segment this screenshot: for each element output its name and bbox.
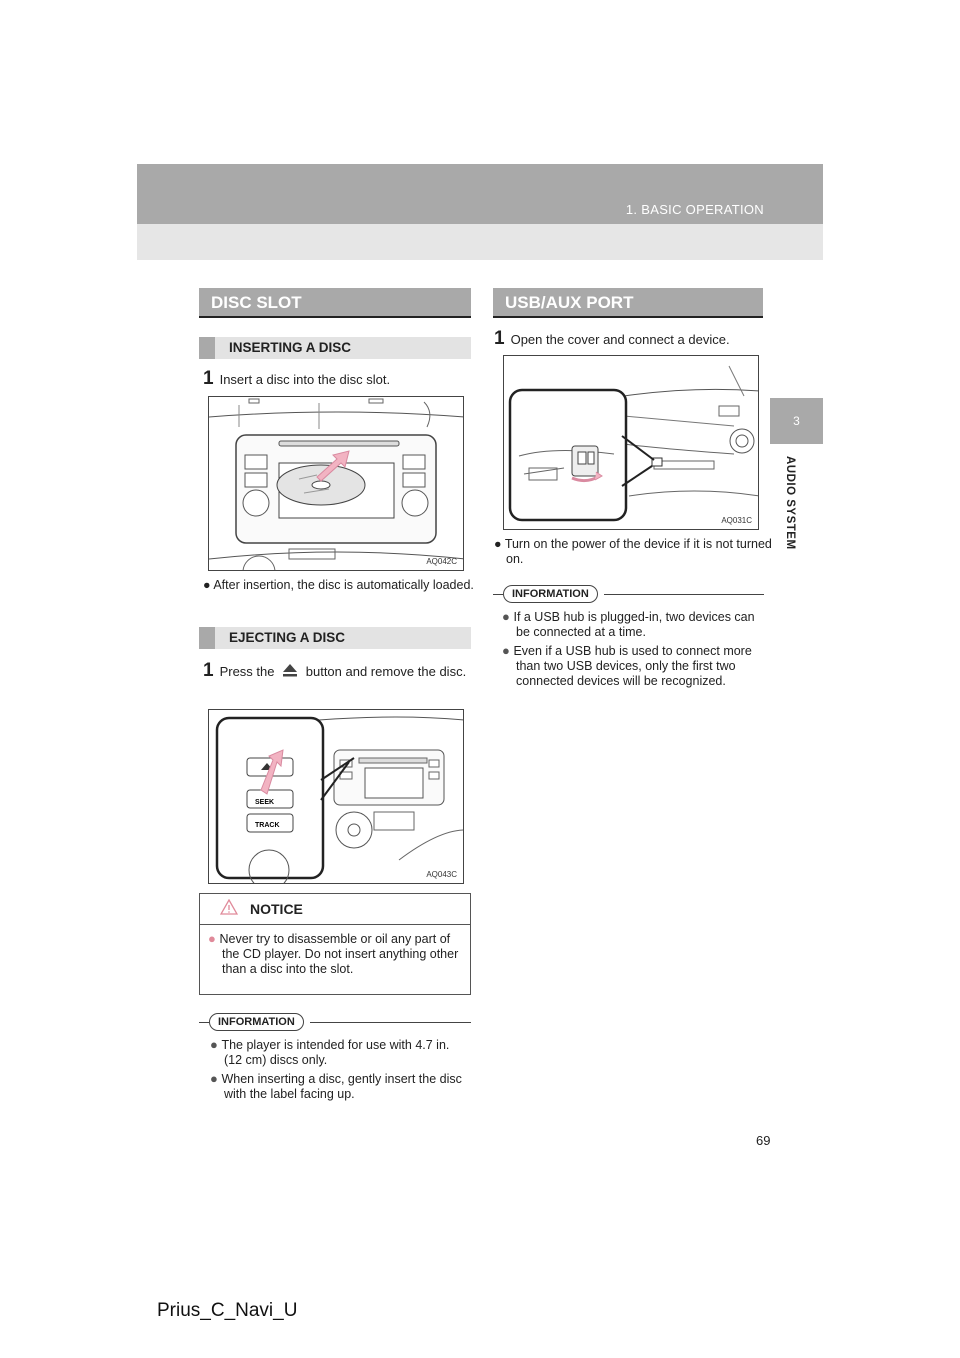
information-item [210, 1071, 468, 1102]
information-bullet: ● [210, 1071, 222, 1086]
notice-item [208, 931, 464, 977]
information-list-right [502, 606, 764, 689]
information-text: The player is intended for use with 4.7 in. (12 cm) discs only. [221, 1038, 450, 1067]
step-eject [203, 660, 471, 684]
figure-disc-eject [208, 709, 464, 884]
subtitle-ejecting-text: EJECTING A DISC [229, 630, 346, 645]
information-bullet: ● [502, 609, 514, 624]
information-bullet: ● [502, 643, 514, 658]
bullet-dot: ● [494, 537, 505, 551]
step-text-post: button and remove the disc. [305, 664, 467, 679]
step-number: 1 [203, 368, 214, 389]
disc-insert-illustration [209, 397, 464, 571]
step-number: 1 [494, 328, 505, 349]
figure-code: AQ043C [426, 870, 457, 879]
chapter-side-tab [770, 444, 823, 724]
notice-box [199, 893, 471, 995]
information-label-left [209, 1012, 304, 1031]
notice-text: Never try to disassemble or oil any part of the CD player. Do not insert anything other than a disc into the slot. [219, 932, 459, 976]
information-item [210, 1037, 468, 1068]
eject-icon [282, 662, 298, 684]
figure-code: AQ042C [426, 557, 457, 566]
information-rule-right-stub [493, 594, 503, 595]
information-label-right [503, 584, 598, 603]
bullet-text: After insertion, the disc is automatically loaded. [213, 578, 474, 592]
step-text: Insert a disc into the disc slot. [219, 372, 391, 387]
bullet-dot: ● [203, 578, 214, 592]
section-title-usb-aux: USB/AUX PORT [493, 288, 763, 318]
header-section-title: 1. BASIC OPERATION [625, 202, 764, 217]
track-button-label: TRACK [255, 822, 280, 829]
step-connect [494, 328, 764, 351]
information-rule-left-stub [199, 1022, 209, 1023]
information-rule-right [604, 594, 764, 595]
bullet-text: Turn on the power of the device if it is not turned on. [504, 537, 772, 566]
information-text: Even if a USB hub is used to connect more than two USB devices, only the first two connected devices will be recognized. [513, 644, 752, 688]
information-title: INFORMATION [503, 585, 598, 603]
header-subband [137, 224, 823, 260]
subtitle-ejecting [199, 627, 471, 649]
information-title: INFORMATION [209, 1013, 304, 1031]
subtitle-marker [199, 627, 215, 649]
step-number: 1 [203, 660, 214, 681]
page-number: 69 [756, 1133, 771, 1148]
information-text: If a USB hub is plugged-in, two devices can be connected at a time. [513, 610, 755, 639]
information-rule-left [310, 1022, 471, 1023]
subtitle-inserting-text: INSERTING A DISC [229, 340, 352, 355]
warning-triangle-icon [220, 895, 238, 925]
notice-header [200, 894, 470, 925]
bullet-power-on [494, 537, 776, 567]
information-item [502, 609, 764, 640]
information-list-left [210, 1034, 468, 1102]
seek-button-label: SEEK [255, 799, 275, 806]
information-text: When inserting a disc, gently insert the disc with the label facing up. [221, 1072, 462, 1101]
subtitle-inserting [199, 337, 471, 359]
subtitle-marker [199, 337, 215, 359]
document-footer: Prius_C_Navi_U [157, 1300, 298, 1321]
information-bullet: ● [210, 1037, 222, 1052]
disc-eject-illustration [209, 710, 464, 884]
figure-usb-port [503, 355, 759, 530]
step-text-pre: Press the [219, 664, 275, 679]
chapter-name: AUDIO SYSTEM [784, 456, 796, 550]
usb-port-illustration [504, 356, 759, 530]
bullet-after-insertion [203, 578, 483, 593]
section-title-disc-slot: DISC SLOT [199, 288, 471, 318]
figure-disc-insert [208, 396, 464, 571]
figure-code: AQ031C [721, 516, 752, 525]
chapter-number-tab: 3 [770, 398, 823, 444]
information-item [502, 643, 764, 689]
step-insert [203, 368, 471, 391]
notice-bullet: ● [208, 931, 220, 946]
notice-title: NOTICE [250, 901, 303, 917]
step-text: Open the cover and connect a device. [510, 332, 730, 347]
